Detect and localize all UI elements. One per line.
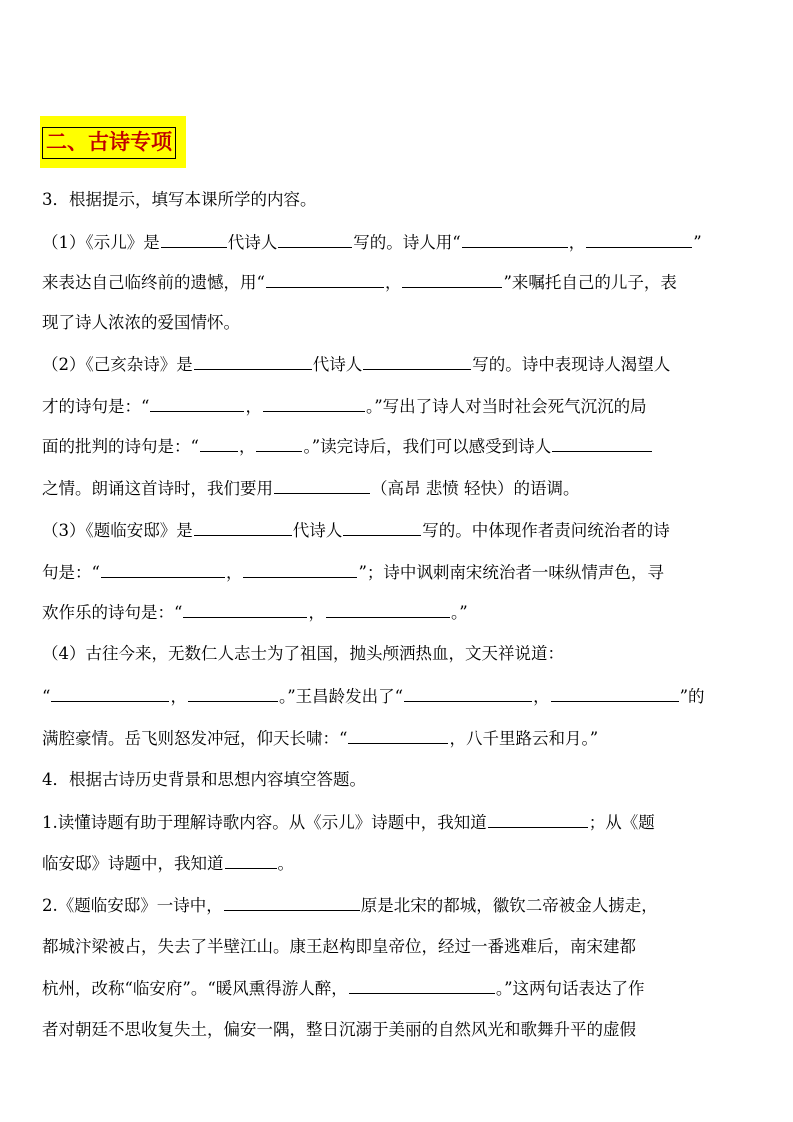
line-text: 之情。朗诵这首诗时，我们要用 [42, 479, 273, 498]
text-line-q3-3c [42, 600, 754, 625]
text-line-q3-2a [42, 352, 754, 377]
line-text: 都城汴梁被占，失去了半壁江山。康王赵构即皇帝位，经过一番逃难后，南宋建都 [42, 937, 636, 956]
section-heading-highlight [40, 116, 186, 168]
answer-blank[interactable] [488, 810, 588, 828]
text-line-q4-title [42, 768, 754, 792]
text-line-q3-2c [42, 434, 754, 459]
line-text: ， [384, 273, 402, 292]
answer-blank[interactable] [224, 893, 360, 911]
line-text: 4．根据古诗历史背景和思想内容填空答题。 [42, 770, 366, 789]
text-line-q4-1a [42, 810, 754, 835]
line-text: （1）《示儿》是 [42, 233, 160, 252]
answer-blank[interactable] [200, 434, 238, 452]
line-text: 写的。中体现作者责问统治者的诗 [422, 521, 670, 540]
line-text: （2）《己亥杂诗》是 [42, 355, 193, 374]
answer-blank[interactable] [551, 684, 679, 702]
line-text: （3）《题临安邸》是 [42, 521, 193, 540]
line-text: 写的。诗人用“ [353, 233, 461, 252]
answer-blank[interactable] [188, 684, 278, 702]
text-line-q4-2d [42, 1018, 754, 1042]
text-line-q3-title [42, 188, 754, 212]
text-line-q3-4c [42, 726, 754, 751]
text-line-q4-2a [42, 893, 754, 918]
line-text: ， [170, 687, 187, 706]
line-text: 来表达自己临终前的遗憾，用“ [42, 273, 265, 292]
answer-blank[interactable] [348, 726, 448, 744]
line-text: ” [693, 233, 702, 252]
text-line-q3-1c [42, 311, 754, 335]
text-line-q4-2c [42, 976, 754, 1001]
line-text: ；从《题 [588, 813, 655, 832]
text-line-q4-2b [42, 935, 754, 959]
text-line-q4-1b [42, 851, 754, 876]
line-text: ， [245, 397, 262, 416]
answer-blank[interactable] [326, 600, 450, 618]
answer-blank[interactable] [161, 230, 227, 248]
text-line-q3-3b [42, 560, 754, 585]
text-line-q3-3a [42, 518, 754, 543]
line-text: 。 [277, 854, 294, 873]
answer-blank[interactable] [274, 476, 370, 494]
line-text: 原是北宋的都城，徽钦二帝被金人掳走， [360, 896, 658, 915]
line-text: 2.《题临安邸》一诗中， [42, 896, 223, 915]
answer-blank[interactable] [101, 560, 225, 578]
line-text: 句是：“ [42, 563, 100, 582]
line-text: 者对朝廷不思收复失土，偏安一隅，整日沉溺于美丽的自然风光和歌舞升平的虚假 [42, 1020, 636, 1039]
text-line-q3-1b [42, 270, 754, 295]
answer-blank[interactable] [404, 684, 532, 702]
answer-blank[interactable] [225, 851, 277, 869]
answer-blank[interactable] [183, 600, 307, 618]
line-text: （4）古往今来，无数仁人志士为了祖国，抛头颅洒热血，文天祥说道： [42, 644, 564, 663]
line-text: 。”这两句话表达了作 [495, 979, 645, 998]
line-text: 。”读完诗后，我们可以感受到诗人 [303, 437, 552, 456]
line-text: 欢作乐的诗句是：“ [42, 603, 183, 622]
answer-blank[interactable] [349, 976, 495, 994]
text-line-q3-4b [42, 684, 754, 709]
line-text: ， [238, 437, 256, 456]
answer-blank[interactable] [343, 518, 421, 536]
line-text: 面的批判的诗句是：“ [42, 437, 199, 456]
line-text: ， [225, 563, 243, 582]
text-line-q3-1a [42, 230, 754, 255]
line-text: 满腔豪情。岳飞则怒发冲冠，仰天长啸：“ [42, 729, 348, 748]
answer-blank[interactable] [363, 352, 471, 370]
line-text: “ [42, 687, 51, 706]
answer-blank[interactable] [263, 394, 365, 412]
line-text: ， [533, 687, 550, 706]
answer-blank[interactable] [552, 434, 652, 452]
answer-blank[interactable] [462, 230, 568, 248]
answer-blank[interactable] [278, 230, 352, 248]
answer-blank[interactable] [586, 230, 692, 248]
line-text: 代诗人 [292, 521, 343, 540]
answer-blank[interactable] [243, 560, 357, 578]
line-text: 杭州，改称“临安府”。“暖风熏得游人醉， [42, 979, 348, 998]
answer-blank[interactable] [256, 434, 302, 452]
answer-blank[interactable] [194, 518, 292, 536]
section-heading: 二、古诗专项 [42, 127, 176, 159]
line-text: 。”写出了诗人对当时社会死气沉沉的局 [365, 397, 647, 416]
line-text: （高昂 悲愤 轻快）的语调。 [371, 479, 580, 498]
answer-blank[interactable] [51, 684, 169, 702]
line-text: ”来嘱托自己的儿子，表 [503, 273, 677, 292]
line-text: 写的。诗中表现诗人渴望人 [472, 355, 671, 374]
line-text: 才的诗句是：“ [42, 397, 150, 416]
line-text: ， [568, 233, 586, 252]
line-text: 临安邸》诗题中，我知道 [42, 854, 224, 873]
line-text: ，八千里路云和月。” [449, 729, 599, 748]
answer-blank[interactable] [150, 394, 244, 412]
text-line-q3-2b [42, 394, 754, 419]
answer-blank[interactable] [402, 270, 502, 288]
line-text: ， [308, 603, 325, 622]
line-text: 代诗人 [227, 233, 278, 252]
line-text: 。” [450, 603, 468, 622]
text-line-q3-2d [42, 476, 754, 501]
answer-blank[interactable] [266, 270, 384, 288]
line-text: 3．根据提示，填写本课所学的内容。 [42, 190, 317, 209]
answer-blank[interactable] [194, 352, 312, 370]
line-text: 1.读懂诗题有助于理解诗歌内容。从《示儿》诗题中，我知道 [42, 813, 487, 832]
line-text: ”的 [679, 687, 705, 706]
line-text: 。”王昌龄发出了“ [278, 687, 404, 706]
line-text: 现了诗人浓浓的爱国情怀。 [42, 313, 240, 332]
line-text: 代诗人 [312, 355, 363, 374]
line-text: ”；诗中讽刺南宋统治者一味纵情声色，寻 [358, 563, 664, 582]
text-line-q3-4a [42, 642, 754, 666]
